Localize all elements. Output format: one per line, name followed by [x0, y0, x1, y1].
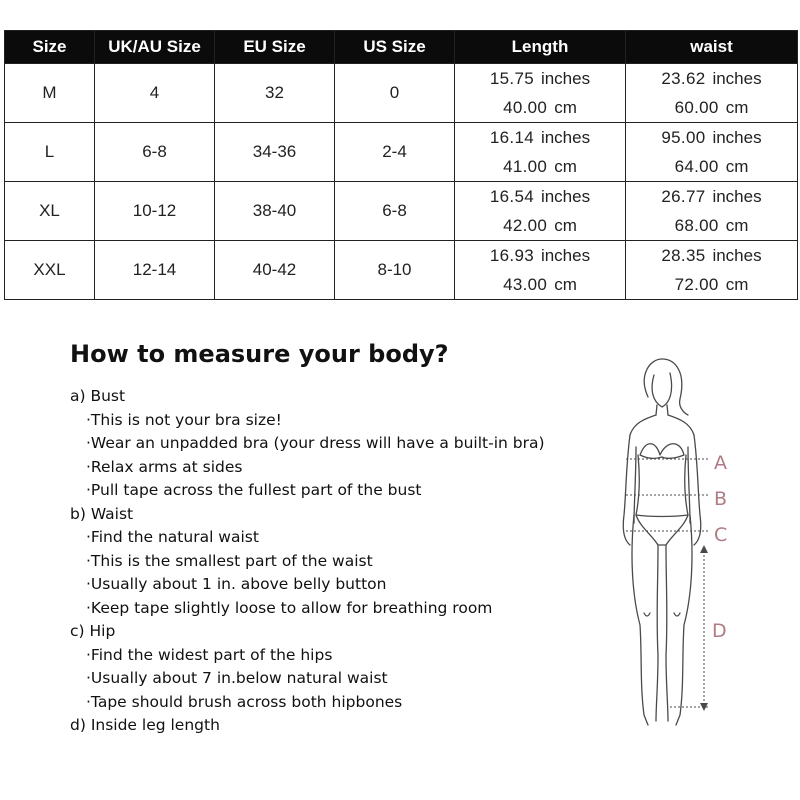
- uk-au-size-cell: 4: [95, 64, 215, 123]
- length-cm-value: 42.00: [503, 216, 548, 235]
- waist-cm-line: [626, 152, 797, 181]
- table-row: [5, 123, 798, 182]
- figure-knees: [644, 613, 680, 616]
- inches-unit: inches: [712, 69, 762, 88]
- length-inches-value: 16.14: [489, 128, 534, 147]
- guide-tip: ·Keep tape slightly loose to allow for breathing room: [86, 598, 493, 617]
- figure-right-leg: [666, 515, 692, 725]
- figure-shoulders: [630, 415, 694, 435]
- guide-tip: ·This is not your bra size!: [86, 410, 282, 429]
- guide-section-heading: d) Inside leg length: [70, 716, 220, 734]
- label-d: D: [712, 620, 727, 642]
- guide-tip: ·This is the smallest part of the waist: [86, 551, 373, 570]
- length-inches-line: [455, 64, 625, 93]
- length-cm-line: [455, 93, 625, 122]
- eu-size-cell: 38-40: [215, 182, 335, 241]
- length-cm-value: 40.00: [503, 98, 548, 117]
- waist-inches-value: 95.00: [661, 128, 706, 147]
- figure-right-arm: [688, 435, 701, 545]
- waist-cell: [626, 241, 798, 300]
- guide-section-heading: c) Hip: [70, 622, 116, 640]
- length-inches-line: [455, 241, 625, 270]
- waist-cm-value: 60.00: [674, 98, 719, 117]
- figure-briefs: [636, 515, 688, 545]
- cm-unit: cm: [554, 98, 577, 117]
- waist-inches-value: 26.77: [661, 187, 706, 206]
- waist-cm-value: 68.00: [674, 216, 719, 235]
- us-size-cell: 2-4: [335, 123, 455, 182]
- us-size-cell: 0: [335, 64, 455, 123]
- size-cell: XL: [5, 182, 95, 241]
- table-row: [5, 64, 798, 123]
- guide-tip: ·Usually about 1 in. above belly button: [86, 575, 387, 593]
- leg-arrow-top: [700, 545, 708, 553]
- cm-unit: cm: [554, 157, 577, 176]
- body-measurement-figure: [600, 355, 740, 745]
- cm-unit: cm: [725, 275, 749, 294]
- waist-inches-value: 23.62: [661, 69, 706, 88]
- figure-left-leg: [632, 515, 658, 725]
- size-cell: M: [5, 64, 95, 123]
- waist-cell: [626, 123, 798, 182]
- guide-tip: ·Find the natural waist: [86, 528, 259, 546]
- table-row: [5, 241, 798, 300]
- length-inches-line: [455, 182, 625, 211]
- uk-au-size-cell: 6-8: [95, 123, 215, 182]
- length-inches-value: 16.93: [489, 246, 534, 265]
- table-row: [5, 182, 798, 241]
- label-a: A: [714, 452, 727, 474]
- inches-unit: inches: [712, 128, 762, 147]
- column-header-length: Length: [455, 31, 626, 64]
- column-header-waist: waist: [626, 31, 798, 64]
- guide-tip: ·Pull tape across the fullest part of the bust: [86, 481, 422, 499]
- waist-cm-line: [626, 270, 797, 299]
- inches-unit: inches: [540, 69, 591, 88]
- eu-size-cell: 34-36: [215, 123, 335, 182]
- guide-tip: ·Wear an unpadded bra (your dress will have a built-in bra): [86, 434, 545, 452]
- length-cm-line: [455, 152, 625, 181]
- cm-unit: cm: [554, 216, 577, 235]
- guide-tip: ·Find the widest part of the hips: [86, 645, 333, 664]
- waist-inches-line: [626, 182, 797, 211]
- waist-cm-value: 72.00: [674, 275, 719, 294]
- inches-unit: inches: [540, 128, 591, 147]
- column-header-eu-size: EU Size: [215, 31, 335, 64]
- inches-unit: inches: [712, 187, 762, 206]
- waist-inches-line: [626, 241, 797, 270]
- length-cell: [455, 64, 626, 123]
- size-chart-table: [4, 30, 798, 300]
- figure-hair: [644, 359, 688, 415]
- guide-tip: ·Relax arms at sides: [86, 457, 243, 476]
- inches-unit: inches: [712, 246, 762, 265]
- size-table-header-row: [5, 31, 798, 64]
- guide-title: How to measure your body?: [70, 340, 449, 368]
- figure-bra: [640, 444, 684, 459]
- figure-left-arm: [623, 435, 636, 545]
- waist-inches-value: 28.35: [661, 246, 706, 265]
- label-c: C: [714, 524, 728, 546]
- waist-cm-line: [626, 93, 797, 122]
- length-cm-line: [455, 211, 625, 240]
- cm-unit: cm: [554, 275, 577, 294]
- length-cm-value: 41.00: [503, 157, 548, 176]
- eu-size-cell: 40-42: [215, 241, 335, 300]
- guide-section-heading: a) Bust: [70, 387, 126, 405]
- length-cell: [455, 123, 626, 182]
- guide-tip: ·Tape should brush across both hipbones: [86, 692, 403, 711]
- column-header-uk-au-size: UK/AU Size: [95, 31, 215, 64]
- uk-au-size-cell: 12-14: [95, 241, 215, 300]
- uk-au-size-cell: 10-12: [95, 182, 215, 241]
- waist-inches-line: [626, 123, 797, 152]
- waist-inches-line: [626, 64, 797, 93]
- waist-cm-line: [626, 211, 797, 240]
- cm-unit: cm: [725, 157, 749, 176]
- inches-unit: inches: [540, 187, 591, 206]
- length-inches-line: [455, 123, 625, 152]
- length-cm-line: [455, 270, 625, 299]
- eu-size-cell: 32: [215, 64, 335, 123]
- length-cell: [455, 182, 626, 241]
- cm-unit: cm: [725, 98, 749, 117]
- us-size-cell: 6-8: [335, 182, 455, 241]
- length-cell: [455, 241, 626, 300]
- label-b: B: [714, 488, 728, 510]
- figure-torso: [636, 455, 688, 515]
- length-cm-value: 43.00: [503, 275, 548, 294]
- us-size-cell: 8-10: [335, 241, 455, 300]
- guide-tip: ·Usually about 7 in.below natural waist: [86, 669, 388, 687]
- measurement-guide: [70, 385, 590, 738]
- length-inches-value: 15.75: [489, 69, 534, 88]
- guide-section-heading: b) Waist: [70, 504, 134, 523]
- waist-cm-value: 64.00: [674, 157, 719, 176]
- column-header-us-size: US Size: [335, 31, 455, 64]
- length-inches-value: 16.54: [489, 187, 534, 206]
- column-header-size: Size: [5, 31, 95, 64]
- cm-unit: cm: [725, 216, 749, 235]
- waist-cell: [626, 64, 798, 123]
- size-cell: XXL: [5, 241, 95, 300]
- size-cell: L: [5, 123, 95, 182]
- waist-cell: [626, 182, 798, 241]
- inches-unit: inches: [540, 246, 591, 265]
- figure-head: [652, 373, 672, 407]
